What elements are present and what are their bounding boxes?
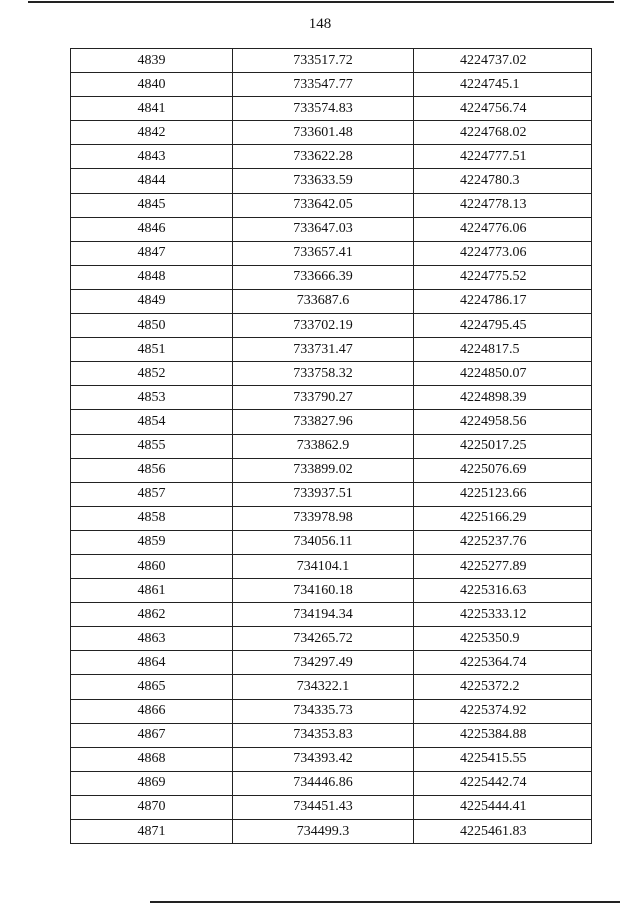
table-row (71, 362, 592, 386)
table-row (71, 458, 592, 482)
point-number-cell: 4857 (71, 482, 233, 506)
point-number-cell: 4856 (71, 458, 233, 482)
table-row (71, 434, 592, 458)
x-coordinate-cell: 734353.83 (233, 723, 414, 747)
x-coordinate-cell: 734446.86 (233, 771, 414, 795)
point-number-cell: 4852 (71, 362, 233, 386)
y-coordinate-cell: 4225237.76 (414, 530, 592, 554)
point-number-cell: 4851 (71, 338, 233, 362)
y-coordinate-cell: 4225076.69 (414, 458, 592, 482)
x-coordinate-cell: 733657.41 (233, 241, 414, 265)
bottom-rule (150, 901, 620, 903)
point-number-cell: 4854 (71, 410, 233, 434)
point-number-cell: 4862 (71, 603, 233, 627)
top-rule (28, 1, 614, 3)
x-coordinate-cell: 733790.27 (233, 386, 414, 410)
table-row (71, 723, 592, 747)
x-coordinate-cell: 734322.1 (233, 675, 414, 699)
table-row (71, 747, 592, 771)
y-coordinate-cell: 4225017.25 (414, 434, 592, 458)
y-coordinate-cell: 4225444.41 (414, 795, 592, 819)
x-coordinate-cell: 734194.34 (233, 603, 414, 627)
x-coordinate-cell: 734265.72 (233, 627, 414, 651)
x-coordinate-cell: 733601.48 (233, 121, 414, 145)
x-coordinate-cell: 733574.83 (233, 97, 414, 121)
point-number-cell: 4863 (71, 627, 233, 651)
point-number-cell: 4845 (71, 193, 233, 217)
x-coordinate-cell: 734056.11 (233, 530, 414, 554)
table-row (71, 193, 592, 217)
point-number-cell: 4847 (71, 241, 233, 265)
y-coordinate-cell: 4224795.45 (414, 314, 592, 338)
y-coordinate-cell: 4224786.17 (414, 289, 592, 313)
coordinates-table (70, 48, 592, 844)
y-coordinate-cell: 4224737.02 (414, 49, 592, 73)
point-number-cell: 4846 (71, 217, 233, 241)
y-coordinate-cell: 4224773.06 (414, 241, 592, 265)
table-row (71, 289, 592, 313)
point-number-cell: 4859 (71, 530, 233, 554)
y-coordinate-cell: 4225333.12 (414, 603, 592, 627)
table-row (71, 314, 592, 338)
y-coordinate-cell: 4224776.06 (414, 217, 592, 241)
point-number-cell: 4843 (71, 145, 233, 169)
y-coordinate-cell: 4224768.02 (414, 121, 592, 145)
y-coordinate-cell: 4225374.92 (414, 699, 592, 723)
table-row (71, 820, 592, 844)
x-coordinate-cell: 734393.42 (233, 747, 414, 771)
y-coordinate-cell: 4225372.2 (414, 675, 592, 699)
x-coordinate-cell: 733862.9 (233, 434, 414, 458)
table-row (71, 482, 592, 506)
table-row (71, 169, 592, 193)
y-coordinate-cell: 4224777.51 (414, 145, 592, 169)
x-coordinate-cell: 734335.73 (233, 699, 414, 723)
point-number-cell: 4855 (71, 434, 233, 458)
point-number-cell: 4860 (71, 554, 233, 578)
x-coordinate-cell: 733642.05 (233, 193, 414, 217)
y-coordinate-cell: 4224898.39 (414, 386, 592, 410)
point-number-cell: 4853 (71, 386, 233, 410)
coordinates-table-body (71, 49, 592, 844)
point-number-cell: 4867 (71, 723, 233, 747)
x-coordinate-cell: 733633.59 (233, 169, 414, 193)
y-coordinate-cell: 4225384.88 (414, 723, 592, 747)
y-coordinate-cell: 4225350.9 (414, 627, 592, 651)
table-row (71, 73, 592, 97)
table-row (71, 579, 592, 603)
x-coordinate-cell: 734104.1 (233, 554, 414, 578)
x-coordinate-cell: 733731.47 (233, 338, 414, 362)
y-coordinate-cell: 4224780.3 (414, 169, 592, 193)
x-coordinate-cell: 733758.32 (233, 362, 414, 386)
point-number-cell: 4865 (71, 675, 233, 699)
page-number: 148 (308, 16, 332, 32)
table-row (71, 651, 592, 675)
table-row (71, 217, 592, 241)
table-row (71, 49, 592, 73)
x-coordinate-cell: 733937.51 (233, 482, 414, 506)
x-coordinate-cell: 733978.98 (233, 506, 414, 530)
table-row (71, 121, 592, 145)
table-row (71, 386, 592, 410)
y-coordinate-cell: 4224775.52 (414, 265, 592, 289)
y-coordinate-cell: 4225364.74 (414, 651, 592, 675)
y-coordinate-cell: 4225461.83 (414, 820, 592, 844)
x-coordinate-cell: 733622.28 (233, 145, 414, 169)
y-coordinate-cell: 4225123.66 (414, 482, 592, 506)
point-number-cell: 4858 (71, 506, 233, 530)
y-coordinate-cell: 4224745.1 (414, 73, 592, 97)
point-number-cell: 4870 (71, 795, 233, 819)
table-row (71, 530, 592, 554)
x-coordinate-cell: 733827.96 (233, 410, 414, 434)
point-number-cell: 4869 (71, 771, 233, 795)
point-number-cell: 4840 (71, 73, 233, 97)
point-number-cell: 4841 (71, 97, 233, 121)
x-coordinate-cell: 734499.3 (233, 820, 414, 844)
y-coordinate-cell: 4224850.07 (414, 362, 592, 386)
x-coordinate-cell: 733899.02 (233, 458, 414, 482)
point-number-cell: 4848 (71, 265, 233, 289)
table-row (71, 675, 592, 699)
x-coordinate-cell: 734297.49 (233, 651, 414, 675)
y-coordinate-cell: 4225415.55 (414, 747, 592, 771)
table-row (71, 795, 592, 819)
x-coordinate-cell: 733647.03 (233, 217, 414, 241)
table-row (71, 627, 592, 651)
y-coordinate-cell: 4225277.89 (414, 554, 592, 578)
table-row (71, 506, 592, 530)
table-row (71, 97, 592, 121)
y-coordinate-cell: 4225442.74 (414, 771, 592, 795)
x-coordinate-cell: 733702.19 (233, 314, 414, 338)
table-row (71, 699, 592, 723)
point-number-cell: 4868 (71, 747, 233, 771)
point-number-cell: 4866 (71, 699, 233, 723)
point-number-cell: 4861 (71, 579, 233, 603)
point-number-cell: 4844 (71, 169, 233, 193)
y-coordinate-cell: 4224756.74 (414, 97, 592, 121)
y-coordinate-cell: 4224958.56 (414, 410, 592, 434)
y-coordinate-cell: 4225166.29 (414, 506, 592, 530)
x-coordinate-cell: 733666.39 (233, 265, 414, 289)
y-coordinate-cell: 4224817.5 (414, 338, 592, 362)
x-coordinate-cell: 734160.18 (233, 579, 414, 603)
table-row (71, 603, 592, 627)
x-coordinate-cell: 733687.6 (233, 289, 414, 313)
x-coordinate-cell: 733547.77 (233, 73, 414, 97)
point-number-cell: 4864 (71, 651, 233, 675)
point-number-cell: 4842 (71, 121, 233, 145)
point-number-cell: 4850 (71, 314, 233, 338)
table-row (71, 265, 592, 289)
y-coordinate-cell: 4225316.63 (414, 579, 592, 603)
table-row (71, 771, 592, 795)
table-row (71, 338, 592, 362)
table-row (71, 241, 592, 265)
x-coordinate-cell: 733517.72 (233, 49, 414, 73)
point-number-cell: 4839 (71, 49, 233, 73)
y-coordinate-cell: 4224778.13 (414, 193, 592, 217)
point-number-cell: 4849 (71, 289, 233, 313)
table-row (71, 554, 592, 578)
point-number-cell: 4871 (71, 820, 233, 844)
table-row (71, 145, 592, 169)
table-row (71, 410, 592, 434)
x-coordinate-cell: 734451.43 (233, 795, 414, 819)
